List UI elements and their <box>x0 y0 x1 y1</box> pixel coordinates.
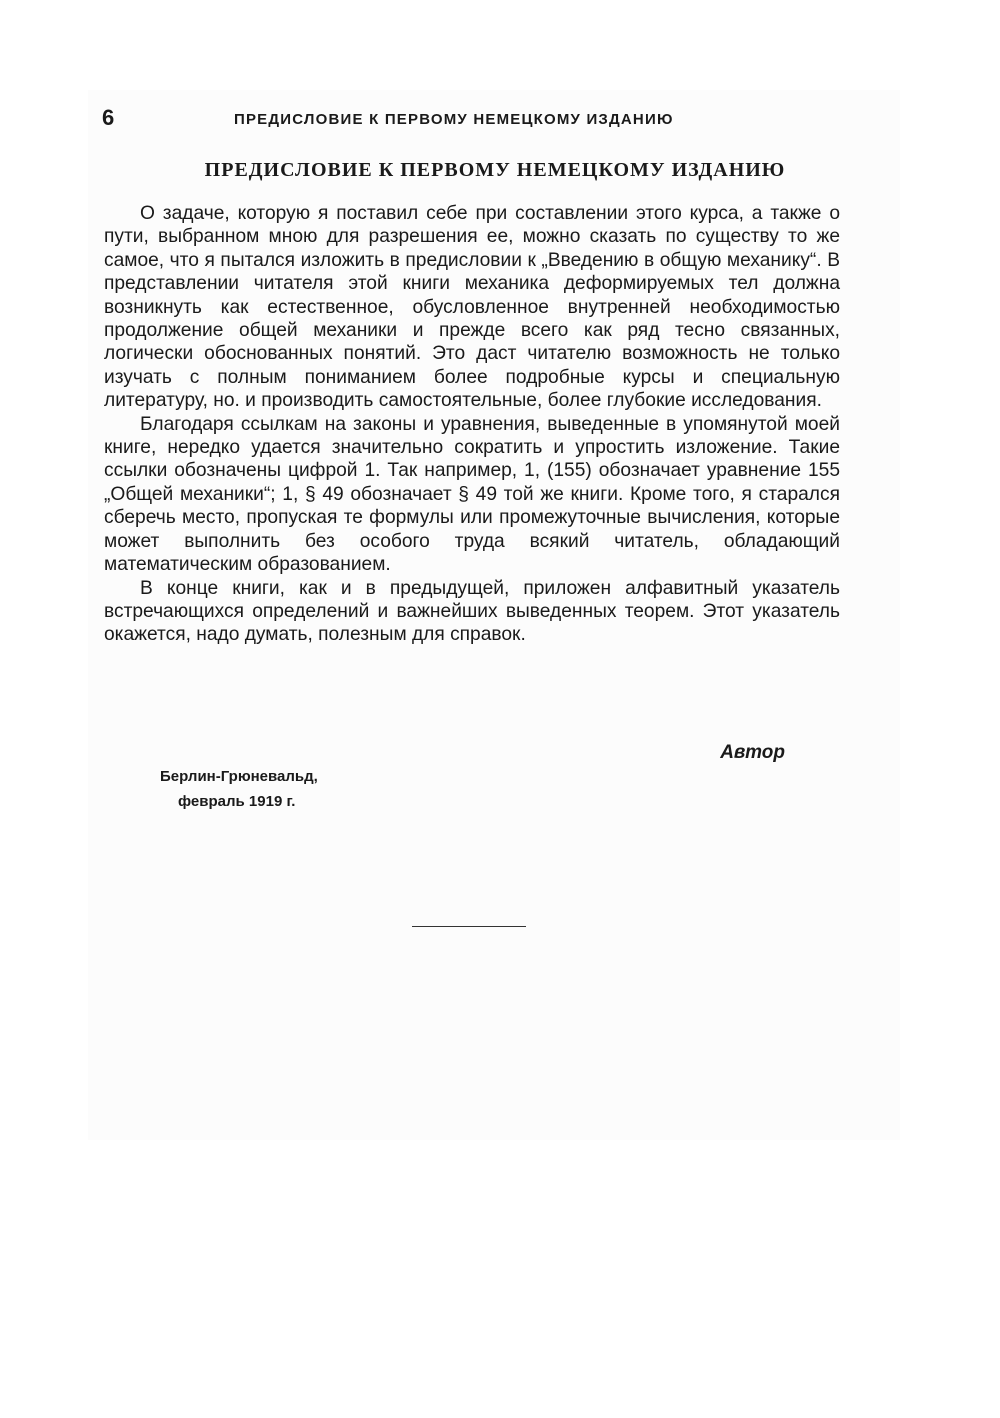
paragraph-1: О задаче, которую я поставил себе при составлении этого курса, а также о пути, выбранном мною для разрешения ее, можно сказать по существу то же самое, что я пытался изложить в предисловии к „Введению в общую механику“. В представлении читателя этой книги механика деформируемых тел должна возникнуть как естественное, обусловленное внутренней необходимостью продолжение общей механики и прежде всего как ряд тесно связанных, логически обоснованных понятий. Это даст читателю возможность не только изучать с полным пониманием более подробные курсы и специальную литературу, но. и производить самостоятельные, более глубокие исследования. <box>104 203 840 412</box>
running-header <box>102 104 842 134</box>
page-number: 6 <box>102 105 115 130</box>
date: февраль 1919 г. <box>178 793 296 810</box>
paragraph-3: В конце книги, как и в предыдущей, приложен алфавитный указатель встречающихся определений и важнейших выведенных теорем. Этот указатель окажется, надо думать, полезным для справок. <box>104 577 840 646</box>
end-divider <box>412 926 526 927</box>
paragraph-2: Благодаря ссылкам на законы и уравнения, выведенные в упомянутой моей книге, нередко удается значительно сократить и упростить изложение. Такие ссылки обозначены цифрой 1. Так например, 1, (155) обозначает уравнение 155 „Общей механики“; 1, § 49 обозначает § 49 той же книги. Кроме того, я старался сберечь место, пропуская те формулы или промежуточные вычисления, которые может выполнить без особого труда всякий читатель, обладающий математическим образованием. <box>104 413 840 576</box>
author-signature: Автор <box>720 742 785 763</box>
running-title: ПРЕДИСЛОВИЕ К ПЕРВОМУ НЕМЕЦКОМУ ИЗДАНИЮ <box>234 111 674 128</box>
chapter-title: ПРЕДИСЛОВИЕ К ПЕРВОМУ НЕМЕЦКОМУ ИЗДАНИЮ <box>204 159 786 181</box>
place-and-date <box>160 764 318 814</box>
preface-body <box>104 202 840 647</box>
place: Берлин-Грюневальд, <box>160 768 318 785</box>
